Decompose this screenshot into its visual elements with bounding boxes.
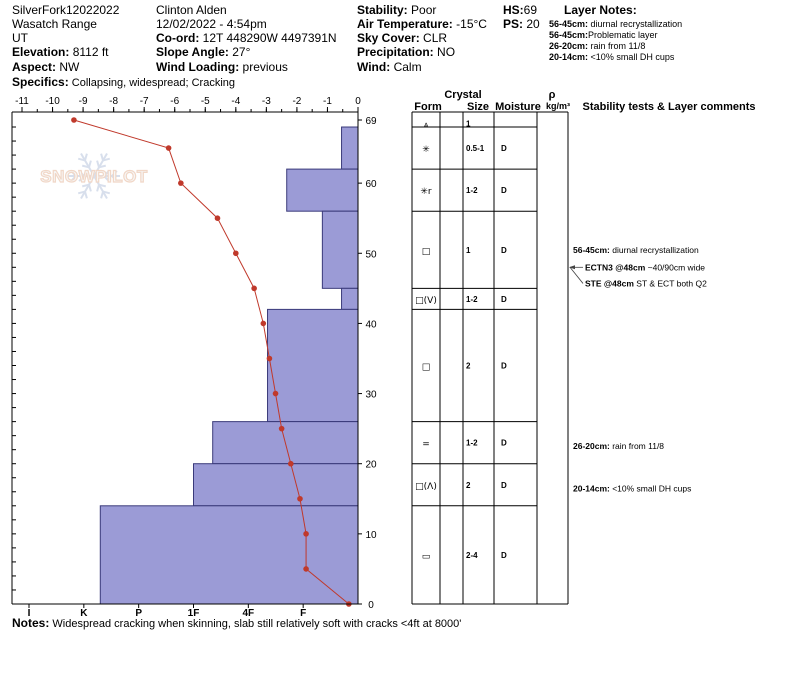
- hardness-tick-label: K: [80, 608, 88, 619]
- crystal-size: 0.5-1: [466, 144, 485, 154]
- temperature-point: [297, 496, 303, 502]
- hardness-tick-label: 1F: [187, 608, 200, 619]
- pit-score: PS: 20: [503, 17, 540, 31]
- hardness-tick-label: P: [135, 608, 143, 619]
- temperature-point: [215, 215, 221, 221]
- stability: Stability: Poor: [357, 3, 437, 17]
- crystal-size: 1-2: [466, 294, 478, 304]
- hardness-layer-bar: [342, 127, 358, 169]
- layer-note: 26-20cm: rain from 11/8: [549, 41, 646, 51]
- coordinates: Co-ord: 12T 448290W 4497391N: [156, 31, 337, 45]
- crystal-size: 1-2: [466, 186, 478, 196]
- temperature-point: [303, 531, 309, 537]
- temperature-point: [71, 117, 77, 123]
- watermark-text: SNOWPILOT: [40, 167, 148, 186]
- density-rho-header: ρ: [548, 89, 556, 101]
- test-arrow-head: [569, 265, 575, 269]
- stability-test-comment: STE @48cm ST & ECT both Q2: [585, 278, 707, 289]
- size-header: Size: [466, 101, 490, 113]
- crystal-size: 2-4: [466, 550, 478, 560]
- state: UT: [12, 31, 28, 45]
- comments-header: Stability tests & Layer comments: [582, 101, 756, 113]
- snowpilot-watermark: [40, 153, 148, 198]
- crystal-form-symbol: □: [421, 362, 431, 373]
- temperature-point: [166, 145, 172, 151]
- layer-note: 56-45cm:Problematic layer: [549, 30, 658, 40]
- height-tick-label: 69: [365, 116, 377, 127]
- hardness-layer-bar: [322, 211, 358, 288]
- moisture-value: D: [501, 245, 507, 255]
- hardness-tick-label: F: [300, 608, 307, 619]
- layer-comment: 56-45cm: diurnal recrystallization: [573, 244, 699, 255]
- crystal-form-symbol: □(V): [415, 295, 437, 306]
- temperature-tick-label: -6: [170, 96, 180, 107]
- temperature-tick-label: -2: [292, 96, 302, 107]
- temperature-point: [251, 286, 257, 292]
- elevation: Elevation: 8112 ft: [12, 45, 109, 59]
- temperature-tick-label: -4: [231, 96, 241, 107]
- moisture-value: D: [501, 186, 507, 196]
- height-tick-label: 20: [365, 459, 377, 471]
- observer: Clinton Alden: [156, 3, 227, 17]
- temperature-point: [279, 426, 285, 432]
- site-name: SilverFork12022022: [12, 3, 120, 17]
- temperature-tick-label: -11: [15, 96, 29, 107]
- height-tick-label: 50: [365, 249, 377, 261]
- moisture-value: D: [501, 480, 507, 490]
- temperature-tick-label: -8: [109, 96, 119, 107]
- layer-note: 56-45cm: diurnal recrystallization: [549, 19, 683, 29]
- notes: Notes: Widespread cracking when skinning, slab still relatively soft with cracks <4ft at 8000': [12, 616, 462, 630]
- sky-cover: Sky Cover: CLR: [357, 31, 448, 45]
- height-tick-label: 10: [365, 529, 377, 541]
- temperature-tick-label: -10: [45, 96, 60, 107]
- mountain-range: Wasatch Range: [12, 17, 97, 31]
- wind: Wind: Calm: [357, 60, 422, 74]
- crystal-size: 2: [466, 361, 471, 371]
- hardness-tick-label: 4F: [242, 608, 255, 619]
- aspect: Aspect: NW: [12, 60, 80, 74]
- moisture-value: D: [501, 294, 507, 304]
- date-time: 12/02/2022 - 4:54pm: [156, 17, 267, 31]
- crystal-form-symbol: ▭: [421, 551, 431, 562]
- crystal-form-symbol: =: [422, 439, 430, 450]
- crystal-form-symbol: ✳r: [420, 187, 432, 198]
- temperature-point: [261, 321, 267, 327]
- layer-comment: 26-20cm: rain from 11/8: [573, 441, 665, 452]
- air-temperature: Air Temperature: -15°C: [357, 17, 487, 31]
- crystal-header: Crystal: [444, 89, 482, 101]
- temperature-point: [178, 180, 184, 186]
- specifics: Specifics: Collapsing, widespread; Cracking: [12, 75, 236, 89]
- snowflake-branch: [85, 154, 87, 161]
- hardness-layer-bar: [194, 464, 359, 506]
- snowflake-branch: [101, 154, 103, 161]
- snowflake-branch: [101, 192, 103, 199]
- temperature-point: [233, 250, 239, 256]
- density-unit-header: kg/m³: [545, 101, 571, 111]
- crystal-form-symbol: ✳: [422, 145, 430, 156]
- moisture-header: Moisture: [495, 101, 541, 113]
- hardness-layer-bar: [342, 288, 358, 309]
- temperature-tick-label: -7: [139, 96, 149, 107]
- form-header: Form: [414, 101, 442, 113]
- hardness-layer-bar: [287, 169, 358, 211]
- snowflake-branch: [85, 192, 87, 199]
- crystal-size: 1: [466, 245, 471, 255]
- layer-notes-title: Layer Notes:: [564, 3, 637, 17]
- temperature-tick-label: -3: [261, 96, 271, 107]
- crystal-size: 2: [466, 480, 471, 490]
- temperature-point: [288, 461, 294, 467]
- stability-test-comment: ECTN3 @48cm ~40/90cm wide: [585, 262, 706, 273]
- hardness-layer-bar: [100, 506, 358, 604]
- moisture-value: D: [501, 550, 507, 560]
- hardness-layer-bar: [268, 309, 358, 421]
- height-tick-label: 30: [365, 389, 377, 401]
- precipitation: Precipitation: NO: [357, 45, 456, 59]
- layer-note: 20-14cm: <10% small DH cups: [549, 52, 675, 62]
- height-tick-label: 40: [365, 319, 377, 331]
- temperature-tick-label: -5: [200, 96, 210, 107]
- hardness-tick-label: I: [27, 608, 31, 619]
- temperature-tick-label: -9: [78, 96, 88, 107]
- temperature-point: [267, 356, 273, 362]
- height-tick-label: 60: [365, 179, 377, 191]
- temperature-point: [303, 566, 309, 572]
- temperature-point: [273, 391, 279, 397]
- crystal-size: 1: [466, 119, 471, 129]
- layer-table: [412, 112, 568, 604]
- crystal-size: 1-2: [466, 438, 478, 448]
- test-pointer-line: [570, 267, 583, 283]
- moisture-value: D: [501, 144, 507, 154]
- temperature-tick-label: 0: [355, 96, 361, 107]
- temperature-tick-label: -1: [323, 96, 332, 107]
- layer-comment: 20-14cm: <10% small DH cups: [573, 483, 692, 494]
- snow-height: HS:69: [503, 3, 538, 17]
- slope-angle: Slope Angle: 27°: [156, 45, 251, 59]
- wind-loading: Wind Loading: previous: [156, 60, 288, 74]
- height-tick-label: 0: [368, 600, 374, 611]
- moisture-value: D: [501, 438, 507, 448]
- crystal-form-symbol: □(Λ): [415, 481, 437, 492]
- crystal-form-symbol: □: [421, 246, 431, 257]
- crystal-form-symbol: ⩓: [423, 120, 429, 131]
- moisture-value: D: [501, 361, 507, 371]
